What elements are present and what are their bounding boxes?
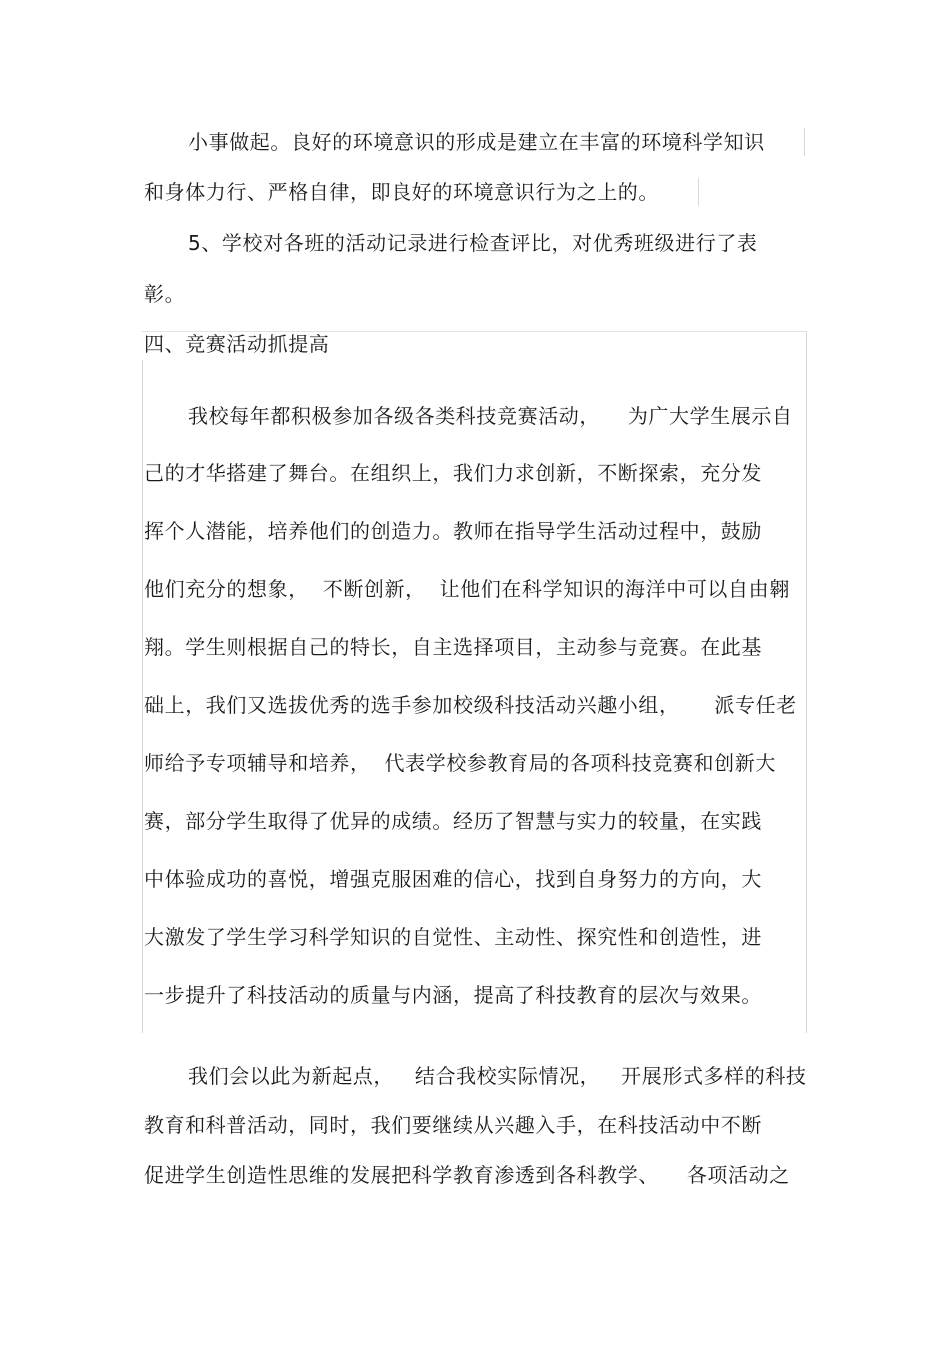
paragraph-line-12: 师给予专项辅导和培养， 代表学校参教育局的各项科技竞赛和创新大 [144, 751, 776, 775]
paragraph-line-15: 大激发了学生学习科学知识的自觉性、主动性、探究性和创造性，进 [144, 925, 762, 949]
paragraph-line-17: 我们会以此为新起点， 结合我校实际情况， 开展形式多样的科技 [188, 1064, 807, 1088]
paragraph-line-18: 教育和科普活动，同时，我们要继续从兴趣入手，在科技活动中不断 [144, 1113, 762, 1137]
paragraph-line-19: 促进学生创造性思维的发展把科学教育渗透到各科教学、 各项活动之 [144, 1163, 790, 1187]
paragraph-line-3: 5、学校对各班的活动记录进行检查评比，对优秀班级进行了表 [188, 231, 758, 255]
paragraph-line-6: 我校每年都积极参加各级各类科技竞赛活动， 为广大学生展示自 [188, 404, 793, 428]
paragraph-line-9: 他们充分的想象， 不断创新， 让他们在科学知识的海洋中可以自由翱 [144, 577, 790, 601]
paragraph-line-11: 础上，我们又选拔优秀的选手参加校级科技活动兴趣小组， 派专任老 [144, 693, 797, 717]
paragraph-line-13: 赛，部分学生取得了优异的成绩。经历了智慧与实力的较量，在实践 [144, 809, 762, 833]
section-box-left [142, 360, 143, 1033]
paragraph-line-1: 小事做起。良好的环境意识的形成是建立在丰富的环境科学知识 [188, 130, 765, 154]
paragraph-line-16: 一步提升了科技活动的质量与内涵，提高了科技教育的层次与效果。 [144, 983, 762, 1007]
scan-border-top-right [804, 128, 805, 156]
paragraph-line-8: 挥个人潜能，培养他们的创造力。教师在指导学生活动过程中，鼓励 [144, 519, 762, 543]
paragraph-line-10: 翔。学生则根据自己的特长，自主选择项目，主动参与竞赛。在此基 [144, 635, 762, 659]
paragraph-line-4: 彰。 [144, 282, 186, 306]
section-box-right [806, 331, 807, 1033]
paragraph-line-2: 和身体力行、严格自律，即良好的环境意识行为之上的。 [144, 180, 659, 204]
paragraph-line-7: 己的才华搭建了舞台。在组织上，我们力求创新，不断探索，充分发 [144, 461, 762, 485]
scan-border-mid-right [698, 178, 699, 206]
paragraph-line-14: 中体验成功的喜悦，增强克服困难的信心，找到自身努力的方向，大 [144, 867, 762, 891]
section-heading: 四、竞赛活动抓提高 [144, 332, 330, 356]
